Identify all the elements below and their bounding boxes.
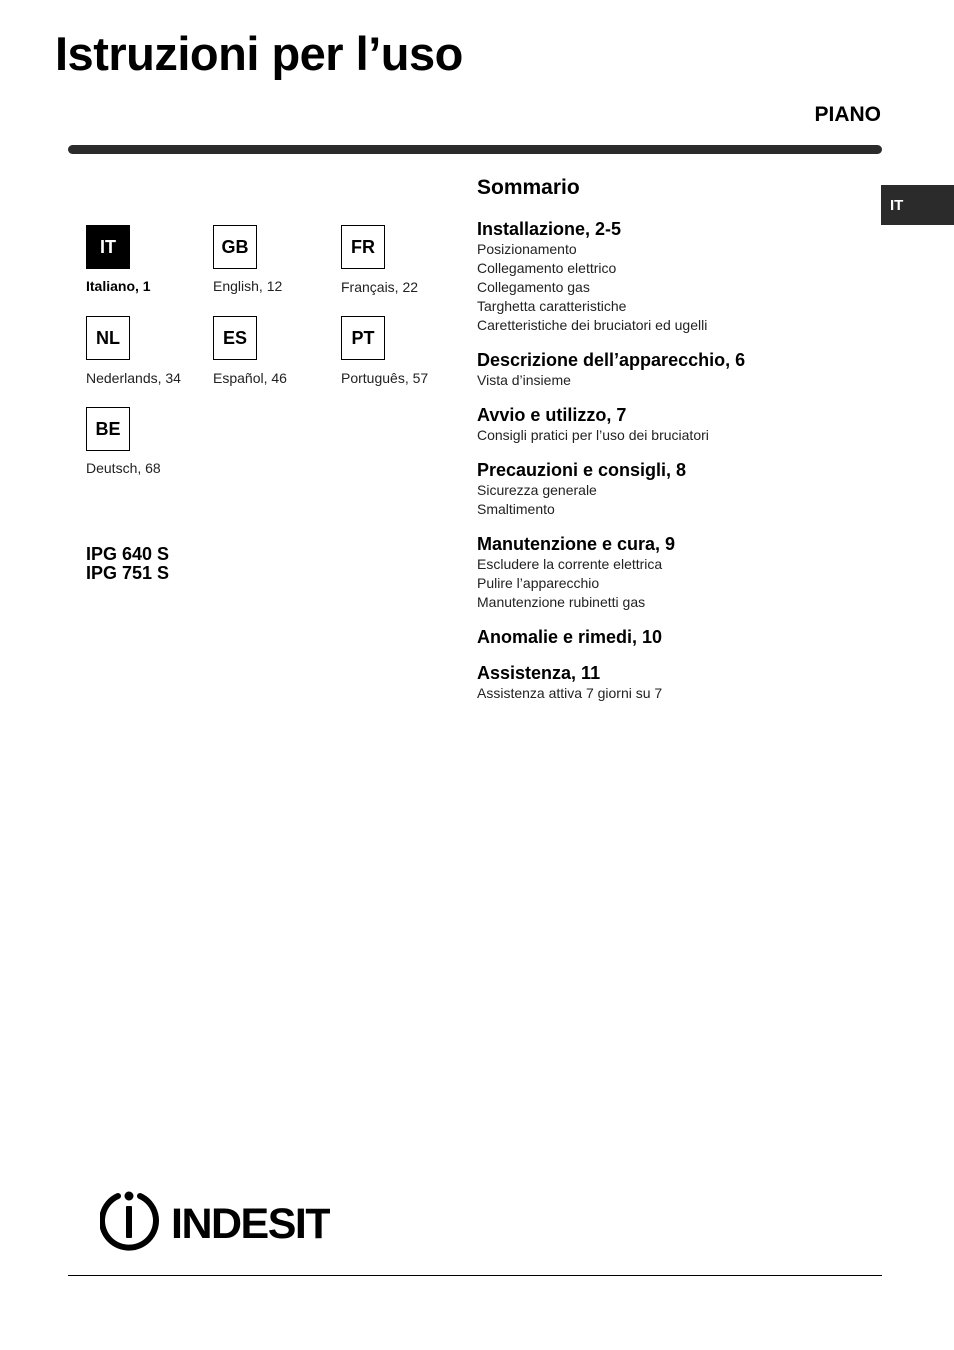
toc-heading[interactable]: Installazione, 2-5 <box>477 219 622 239</box>
toc-item[interactable]: Posizionamento <box>477 241 577 257</box>
product-type-label: PIANO <box>814 103 881 126</box>
language-code-box: IT <box>86 225 130 269</box>
toc-item[interactable]: Collegamento elettrico <box>477 260 617 276</box>
top-divider <box>68 145 882 154</box>
language-code-box: FR <box>341 225 385 269</box>
language-code-box: ES <box>213 316 257 360</box>
language-code-box: GB <box>213 225 257 269</box>
language-code-box: NL <box>86 316 130 360</box>
toc-item[interactable]: Targhetta caratteristiche <box>477 298 627 314</box>
bottom-divider <box>68 1275 882 1276</box>
toc-item[interactable]: Smaltimento <box>477 501 555 517</box>
language-label: Deutsch, 68 <box>86 460 161 476</box>
language-code-box: PT <box>341 316 385 360</box>
toc-heading[interactable]: Manutenzione e cura, 9 <box>477 534 676 554</box>
language-item-nl[interactable] <box>86 316 181 386</box>
toc-section <box>477 533 877 612</box>
toc-item[interactable]: Sicurezza generale <box>477 482 597 498</box>
language-item-be[interactable] <box>86 407 161 476</box>
toc-heading[interactable]: Anomalie e rimedi, 10 <box>477 627 663 647</box>
toc-item[interactable]: Manutenzione rubinetti gas <box>477 594 646 610</box>
toc-title: Sommario <box>477 176 580 199</box>
language-label: Nederlands, 34 <box>86 370 181 386</box>
table-of-contents <box>477 218 877 717</box>
language-tab-label: IT <box>890 196 904 214</box>
language-item-fr[interactable] <box>341 225 418 295</box>
toc-item[interactable]: Vista d’insieme <box>477 372 571 388</box>
toc-heading[interactable]: Avvio e utilizzo, 7 <box>477 405 627 425</box>
toc-heading[interactable]: Precauzioni e consigli, 8 <box>477 460 687 480</box>
language-tab <box>881 185 954 225</box>
language-item-es[interactable] <box>213 316 287 386</box>
toc-section <box>477 218 877 335</box>
toc-item[interactable]: Assistenza attiva 7 giorni su 7 <box>477 685 663 701</box>
language-item-gb[interactable] <box>213 225 282 294</box>
toc-heading[interactable]: Assistenza, 11 <box>477 663 601 683</box>
toc-heading[interactable]: Descrizione dell’apparecchio, 6 <box>477 350 746 370</box>
language-item-pt[interactable] <box>341 316 428 386</box>
toc-item[interactable]: Caretteristiche dei bruciatori ed ugelli <box>477 317 708 333</box>
toc-section <box>477 459 877 519</box>
language-label: Español, 46 <box>213 370 287 386</box>
indesit-logo <box>100 1188 330 1252</box>
page-title: Istruzioni per l’uso <box>55 27 463 80</box>
toc-section <box>477 626 877 648</box>
model-number: IPG 640 S <box>86 544 170 564</box>
toc-item[interactable]: Consigli pratici per l’uso dei bruciatori <box>477 427 709 443</box>
language-label: Italiano, 1 <box>86 278 151 294</box>
language-item-it[interactable] <box>86 225 151 294</box>
toc-section <box>477 662 877 703</box>
indesit-i-logo-icon <box>102 1192 156 1248</box>
toc-section <box>477 349 877 390</box>
model-number: IPG 751 S <box>86 563 170 583</box>
language-label: Português, 57 <box>341 370 429 386</box>
toc-item[interactable]: Pulire l’apparecchio <box>477 575 600 591</box>
toc-section <box>477 404 877 445</box>
language-label: English, 12 <box>213 278 283 294</box>
toc-item[interactable]: Collegamento gas <box>477 279 590 295</box>
svg-text:INDESIT: INDESIT <box>171 1200 330 1248</box>
language-code-box: BE <box>86 407 130 451</box>
toc-item[interactable]: Escludere la corrente elettrica <box>477 556 663 572</box>
language-label: Français, 22 <box>341 279 419 295</box>
